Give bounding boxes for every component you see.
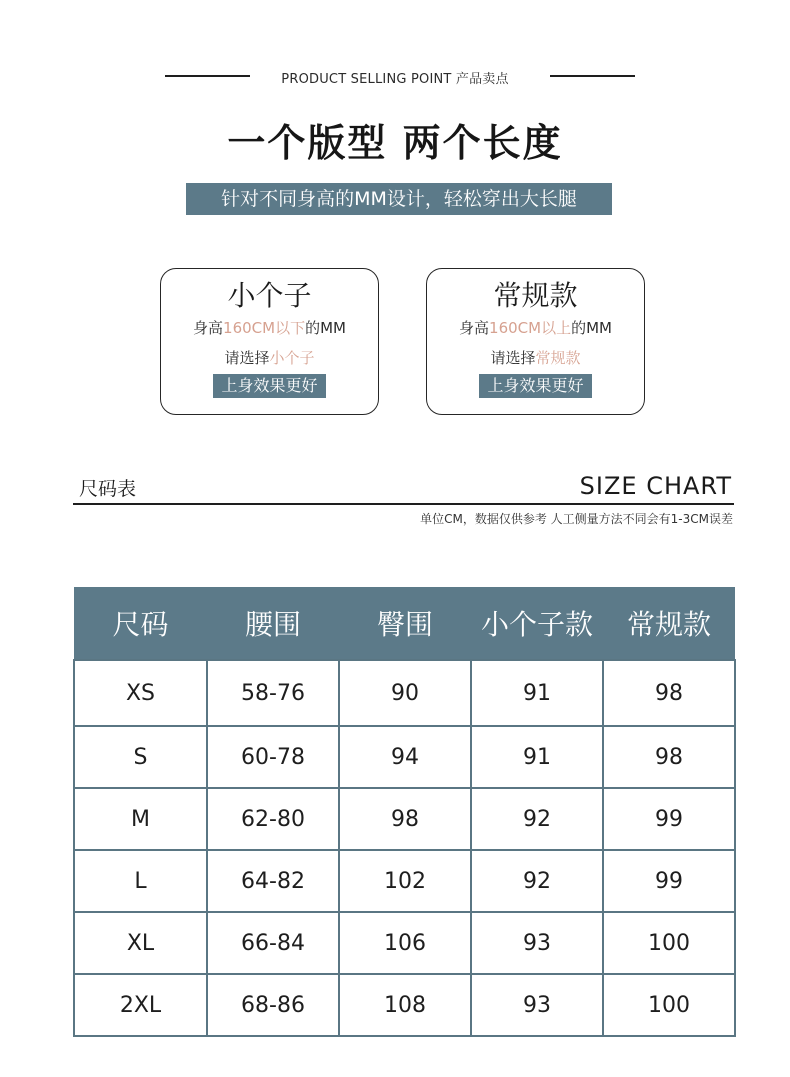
card-title: 小个子 <box>227 279 312 312</box>
card-badge: 上身效果更好 <box>213 374 325 398</box>
table-cell: 106 <box>339 912 471 974</box>
table-cell: 60-78 <box>207 726 339 788</box>
table-cell: 99 <box>603 850 735 912</box>
table-cell: 99 <box>603 788 735 850</box>
table-cell: 108 <box>339 974 471 1036</box>
table-header-row <box>74 587 735 660</box>
table-cell: 92 <box>471 850 603 912</box>
table-cell: 58-76 <box>207 660 339 726</box>
table-row <box>74 660 735 726</box>
column-header-waist: 腰围 <box>207 587 339 660</box>
table-row <box>74 788 735 850</box>
table-row <box>74 850 735 912</box>
column-header-regular: 常规款 <box>603 587 735 660</box>
card-height-line <box>161 313 378 343</box>
table-cell: 100 <box>603 974 735 1036</box>
table-cell: 93 <box>471 974 603 1036</box>
size-chart-note: 单位CM，数据仅供参考 人工侧量方法不同会有1-3CM误差 <box>420 512 733 526</box>
size-chart-title-cn: 尺码表 <box>79 478 137 500</box>
page-headline: 一个版型 两个长度 <box>227 121 563 165</box>
table-cell: XS <box>74 660 207 726</box>
table-cell: M <box>74 788 207 850</box>
table-row <box>74 726 735 788</box>
table-cell: 93 <box>471 912 603 974</box>
table-cell: XL <box>74 912 207 974</box>
card-title: 常规款 <box>493 279 578 312</box>
table-cell: 94 <box>339 726 471 788</box>
size-chart-title-en: SIZE CHART <box>579 472 732 500</box>
table-cell: 98 <box>339 788 471 850</box>
card-choose-line <box>161 343 378 373</box>
table-cell: 91 <box>471 660 603 726</box>
card-highlight: 小个子 <box>269 349 315 367</box>
card-highlight: 常规款 <box>535 349 581 367</box>
card-choose-line <box>427 343 644 373</box>
table-cell: 64-82 <box>207 850 339 912</box>
column-header-size: 尺码 <box>74 587 207 660</box>
table-row <box>74 912 735 974</box>
table-cell: 100 <box>603 912 735 974</box>
table-cell: 102 <box>339 850 471 912</box>
card-highlight: 160CM以上 <box>489 319 572 337</box>
card-text: 的MM <box>571 319 612 337</box>
table-cell: 91 <box>471 726 603 788</box>
table-cell: 98 <box>603 660 735 726</box>
tagline-banner: 针对不同身高的MM设计，轻松穿出大长腿 <box>186 183 612 215</box>
card-text: 请选择 <box>224 349 270 367</box>
card-text: 的MM <box>305 319 346 337</box>
table-cell: 68-86 <box>207 974 339 1036</box>
card-highlight: 160CM以下 <box>223 319 306 337</box>
table-cell: L <box>74 850 207 912</box>
table-cell: 90 <box>339 660 471 726</box>
card-text: 请选择 <box>490 349 536 367</box>
card-badge: 上身效果更好 <box>479 374 591 398</box>
size-table <box>73 587 736 1037</box>
table-cell: 62-80 <box>207 788 339 850</box>
card-text: 身高 <box>193 319 224 337</box>
table-cell: 2XL <box>74 974 207 1036</box>
card-text: 身高 <box>459 319 490 337</box>
table-cell: 92 <box>471 788 603 850</box>
table-cell: 66-84 <box>207 912 339 974</box>
card-height-line <box>427 313 644 343</box>
size-chart-divider <box>73 503 734 505</box>
table-cell: 98 <box>603 726 735 788</box>
table-row <box>74 974 735 1036</box>
card-petite <box>160 268 379 415</box>
column-header-petite: 小个子款 <box>471 587 603 660</box>
column-header-hip: 臀围 <box>339 587 471 660</box>
card-regular <box>426 268 645 415</box>
selling-point-label: PRODUCT SELLING POINT 产品卖点 <box>281 72 509 87</box>
table-cell: S <box>74 726 207 788</box>
